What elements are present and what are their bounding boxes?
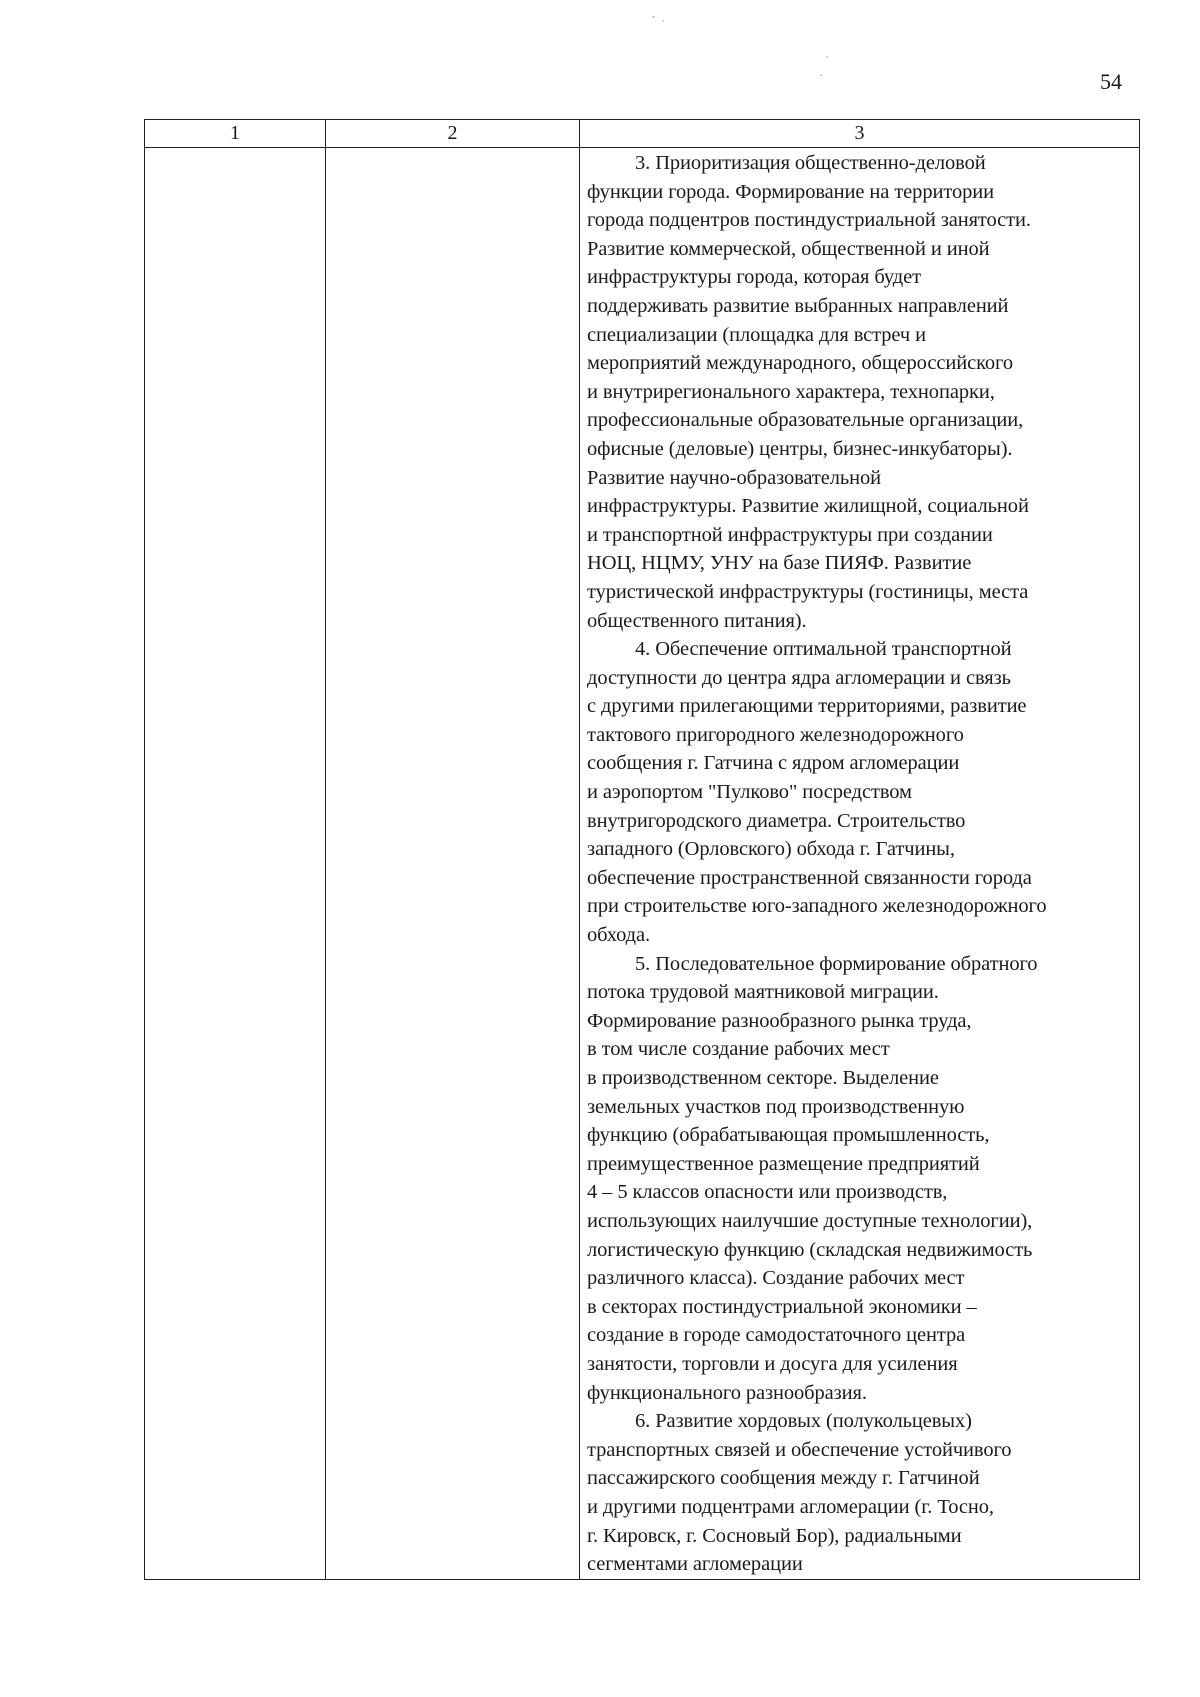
text-line: 5. Последовательное формирование обратного (635, 952, 1038, 975)
text-line: и другими подцентрами агломерации (г. Тосно, (587, 1495, 994, 1518)
text-line: поддерживать развитие выбранных направлений (587, 294, 1009, 317)
text-line: при строительстве юго-западного железнодорожного (587, 895, 1047, 918)
text-line: и транспортной инфраструктуры при создании (587, 523, 993, 546)
text-line: функцию (обрабатывающая промышленность, (587, 1124, 990, 1147)
text-line: специализации (площадка для встреч и (587, 323, 927, 346)
text-line: в производственном секторе. Выделение (587, 1067, 939, 1089)
document-table (144, 119, 1140, 1580)
text-line: 4 – 5 классов опасности или производств, (587, 1181, 948, 1204)
table-header-row (145, 120, 1140, 148)
page-number: 54 (1100, 69, 1122, 94)
text-line: внутригородского диаметра. Строительство (587, 809, 966, 832)
text-line: инфраструктуры. Развитие жилищной, социальной (587, 495, 1029, 518)
table-cell-column-3 (580, 148, 1140, 1580)
text-line: преимущественное размещение предприятий (587, 1152, 980, 1175)
table-row (145, 148, 1140, 1580)
column-3-text-block (580, 149, 1139, 1579)
text-line: Формирование разнообразного рынка труда, (587, 1009, 972, 1032)
text-line: занятости, торговли и досуга для усиления (587, 1352, 958, 1375)
text-line: Развитие коммерческой, общественной и иной (587, 237, 990, 260)
column-header-2: 2 (326, 120, 580, 148)
text-line: функции города. Формирование на территории (587, 180, 994, 203)
text-line: 3. Приоритизация общественно-деловой (635, 152, 986, 174)
text-line: использующих наилучшие доступные технологии), (587, 1209, 1033, 1232)
scan-artifact (662, 20, 664, 22)
text-line: 4. Обеспечение оптимальной транспортной (635, 638, 1012, 661)
text-line: Развитие научно-образовательной (587, 466, 882, 489)
text-line: города подцентров постиндустриальной занятости. (587, 209, 1031, 232)
text-line: в том числе создание рабочих мест (587, 1038, 890, 1061)
text-line: НОЦ, НЦМУ, УНУ на базе ПИЯФ. Развитие (587, 552, 972, 575)
scan-artifact (652, 16, 655, 18)
text-line: функционального разнообразия. (587, 1381, 867, 1404)
text-line: с другими прилегающими территориями, развитие (587, 695, 1027, 718)
text-line: туристической инфраструктуры (гостиницы, места (587, 580, 1029, 603)
table-cell-column-2 (326, 148, 580, 1580)
text-line: сегментами агломерации (587, 1553, 803, 1576)
text-line: логистическую функцию (складская недвижимость (587, 1238, 1033, 1261)
text-line: и аэропортом "Пулково" посредством (587, 781, 912, 804)
text-line: тактового пригородного железнодорожного (587, 723, 964, 746)
text-line: потока трудовой маятниковой миграции. (587, 981, 939, 1004)
text-line: различного класса). Создание рабочих мест (587, 1267, 965, 1290)
text-line: сообщения г. Гатчина с ядром агломерации (587, 752, 960, 775)
text-line: инфраструктуры города, которая будет (587, 266, 921, 289)
text-line: в секторах постиндустриальной экономики – (587, 1295, 977, 1318)
text-line: пассажирского сообщения между г. Гатчиной (587, 1467, 980, 1490)
text-line: земельных участков под производственную (587, 1095, 965, 1118)
text-line: транспортных связей и обеспечение устойчивого (587, 1438, 1012, 1461)
text-line: обхода. (587, 924, 650, 947)
text-line: профессиональные образовательные организации, (587, 409, 1024, 432)
text-line: доступности до центра ядра агломерации и связь (587, 666, 1011, 689)
text-line: офисные (деловые) центры, бизнес-инкубаторы). (587, 437, 1013, 460)
scan-artifact (820, 74, 822, 76)
column-header-1: 1 (145, 120, 326, 148)
text-line: мероприятий международного, общероссийского (587, 352, 1013, 375)
text-line: создание в городе самодостаточного центра (587, 1324, 966, 1347)
table-cell-column-1 (145, 148, 326, 1580)
scan-artifact (826, 56, 828, 58)
text-line: западного (Орловского) обхода г. Гатчины, (587, 838, 955, 861)
text-line: 6. Развитие хордовых (полукольцевых) (635, 1410, 972, 1433)
text-line: общественного питания). (587, 609, 807, 632)
text-line: обеспечение пространственной связанности города (587, 866, 1032, 889)
column-header-3: 3 (580, 120, 1140, 148)
text-line: г. Кировск, г. Сосновый Бор), радиальными (587, 1524, 962, 1547)
text-line: и внутрирегионального характера, технопарки, (587, 380, 995, 403)
